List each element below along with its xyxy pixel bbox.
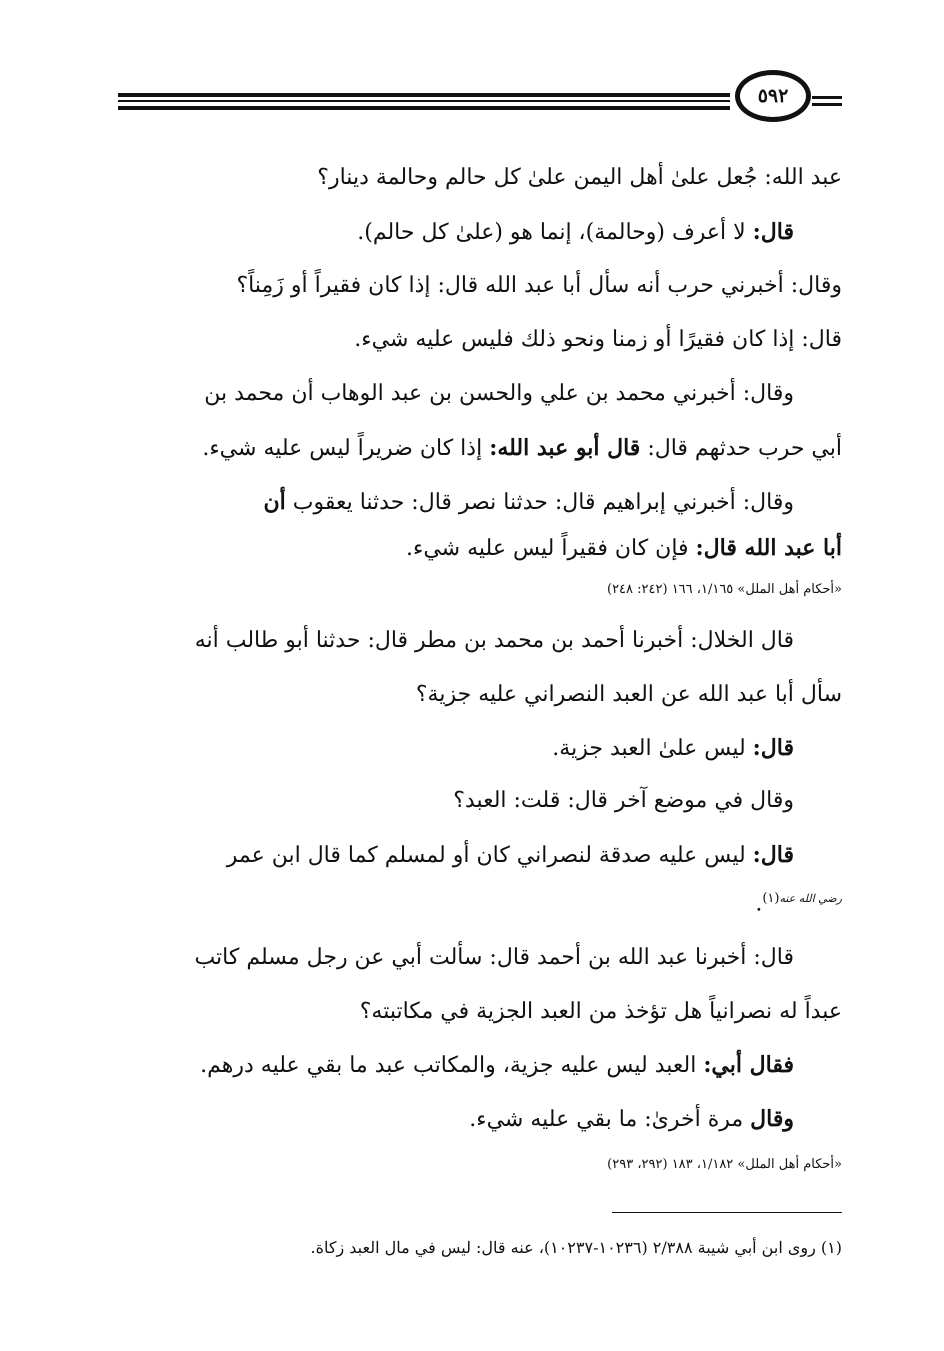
line-text: «أحكام أهل الملل» ١/١٨٢، ١٨٣ (٢٩٢، ٢٩٣): [607, 1157, 842, 1172]
line-text: العبد ليس عليه جزية، والمكاتب عبد ما بقي عليه درهم.: [200, 1053, 704, 1078]
bold-text: أن: [263, 489, 286, 515]
text-line: [118, 626, 842, 656]
line-text: إذا كان ضريراً ليس عليه شيء.: [202, 436, 490, 461]
line-text: (١) روى ابن أبي شيبة ٢/٣٨٨ (١٠٢٣٦-١٠٢٣٧)، عنه قال: ليس في مال العبد زكاة.: [310, 1238, 842, 1257]
text-line: [118, 786, 842, 816]
line-text: ليس علىٰ العبد جزية.: [552, 736, 753, 761]
text-line: [118, 997, 842, 1027]
header-rule: [812, 103, 842, 106]
text-line: [118, 433, 842, 464]
text-line: [118, 1050, 842, 1081]
text-line: [118, 271, 842, 301]
text-line: [118, 379, 842, 409]
line-text: قال: إذا كان فقيرًا أو زمنا ونحو ذلك فليس عليه شيء.: [354, 327, 842, 352]
line-text: .: [755, 891, 763, 917]
citation: [118, 580, 842, 600]
bold-text: وقال: [750, 1106, 794, 1132]
page-number: ٥٩٢: [735, 70, 811, 122]
bold-text: قال:: [752, 842, 794, 868]
text-line: [118, 533, 842, 564]
line-text: قال: أخبرنا عبد الله بن أحمد قال: سألت أبي عن رجل مسلم كاتب: [194, 945, 794, 970]
text-line: [118, 325, 842, 355]
text-line: [118, 943, 842, 973]
blessing-text: رضي الله عنه: [779, 892, 842, 905]
line-text: وقال في موضع آخر قال: قلت: العبد؟: [453, 788, 794, 813]
bold-text: أبا عبد الله قال:: [695, 535, 842, 561]
footnote: [118, 1236, 842, 1260]
header-rule: [118, 93, 730, 97]
text-line: [118, 163, 842, 193]
line-text: مرة أخرىٰ: ما بقي عليه شيء.: [469, 1107, 751, 1132]
line-text: وقال: أخبرني محمد بن علي والحسن بن عبد الوهاب أن محمد بن: [204, 381, 794, 406]
bold-text: قال أبو عبد الله:: [489, 435, 641, 461]
bold-text: فقال أبي:: [703, 1052, 794, 1078]
line-text: أبي حرب حدثهم قال:: [640, 436, 842, 461]
text-line: [118, 1104, 842, 1135]
text-line: [118, 680, 842, 710]
page-header: [0, 0, 944, 140]
text-line: [118, 487, 842, 518]
header-rule: [118, 106, 730, 110]
text-line: [118, 217, 842, 248]
line-text: وقال: أخبرني إبراهيم قال: حدثنا نصر قال: حدثنا يعقوب: [285, 490, 794, 515]
header-rule: [812, 96, 842, 99]
line-text: عبداً له نصرانياً هل تؤخذ من العبد الجزية في مكاتبته؟: [359, 999, 842, 1024]
line-text: سأل أبا عبد الله عن العبد النصراني عليه جزية؟: [415, 682, 842, 707]
bold-text: قال:: [752, 219, 794, 245]
text-line: [118, 733, 842, 764]
text-line: [118, 884, 842, 919]
sup-text: (١): [762, 891, 780, 906]
line-text: قال الخلال: أخبرنا أحمد بن محمد بن مطر قال: حدثنا أبو طالب أنه: [194, 628, 794, 653]
header-rule: [118, 100, 730, 102]
line-text: ليس عليه صدقة لنصراني كان أو لمسلم كما قال ابن عمر: [226, 843, 753, 868]
line-text: «أحكام أهل الملل» ١/١٦٥، ١٦٦ (٢٤٢: ٢٤٨): [606, 582, 842, 597]
line-text: وقال: أخبرني حرب أنه سأل أبا عبد الله قال: إذا كان فقيراً أو زَمِناً؟: [236, 273, 842, 298]
text-line: [118, 840, 842, 871]
line-text: لا أعرف (وحالمة)، إنما هو (علىٰ كل حالم).: [357, 220, 753, 245]
bold-text: قال:: [752, 735, 794, 761]
line-text: فإن كان فقيراً ليس عليه شيء.: [406, 536, 696, 561]
citation: [118, 1155, 842, 1175]
line-text: عبد الله: جُعل علىٰ أهل اليمن علىٰ كل حالم وحالمة دينار؟: [317, 165, 842, 190]
footnote-rule: [612, 1212, 842, 1213]
